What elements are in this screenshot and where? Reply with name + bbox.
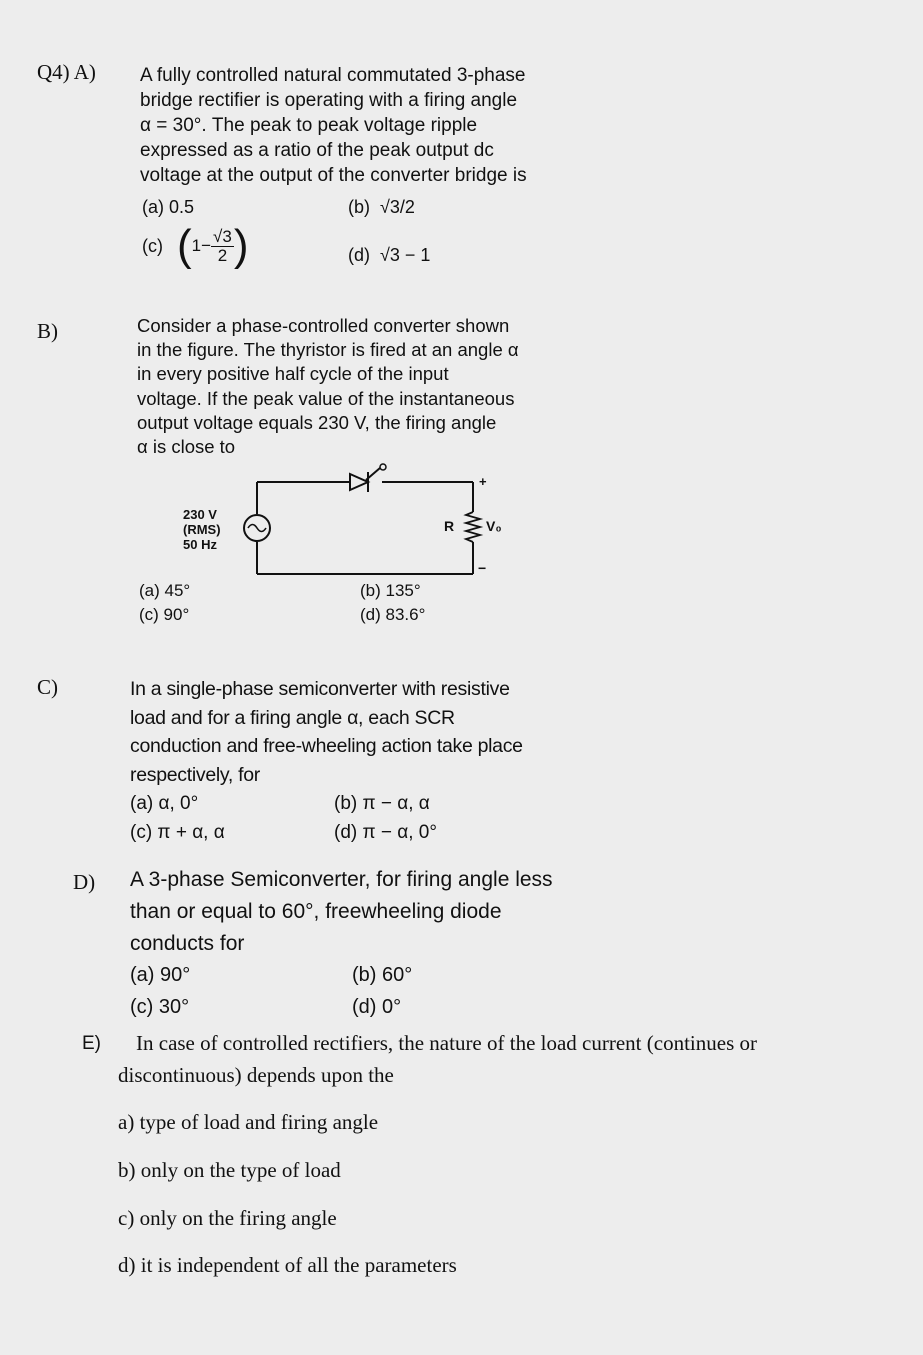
option-e-d: d) it is independent of all the parameters (118, 1253, 457, 1277)
question-label-b: B) (37, 319, 58, 343)
source-frequency: 50 Hz (183, 537, 217, 552)
option-d-c: (c) 30° (130, 996, 190, 1018)
question-a-line: α = 30°. The peak to peak voltage ripple (140, 115, 478, 136)
option-c-c: (c) π + α, α (130, 822, 225, 843)
minus-terminal: − (478, 560, 487, 576)
thyristor-icon (350, 464, 386, 492)
question-d-line: conducts for (130, 932, 245, 955)
option-b-a: (a) 45° (139, 581, 191, 600)
question-b-line: α is close to (137, 436, 236, 458)
question-a-line: bridge rectifier is operating with a firing angle (140, 90, 518, 111)
question-b-line: Consider a phase-controlled converter shown (137, 315, 510, 336)
question-b-text (137, 314, 607, 459)
question-label-c: C) (37, 675, 58, 699)
option-c-a: (a) α, 0° (130, 793, 199, 814)
math-value: √3 − 1 (380, 245, 431, 265)
option-b-d: (d) 83.6° (360, 605, 426, 624)
option-e-a: a) type of load and firing angle (118, 1110, 379, 1134)
circuit-figure (140, 462, 520, 587)
resistor-icon (466, 512, 480, 542)
question-e-line1: In case of controlled rectifiers, the nature of the load current (continues or (136, 1031, 757, 1055)
question-e-line2: discontinuous) depends upon the (118, 1063, 394, 1087)
option-e-b: b) only on the type of load (118, 1158, 341, 1182)
option-c-d: (d) π − α, 0° (334, 822, 437, 843)
question-a-line: A fully controlled natural commutated 3-phase (140, 65, 526, 86)
fraction (211, 228, 234, 265)
fraction-numerator: √3 (213, 226, 232, 246)
question-b-line: voltage. If the peak value of the instantaneous (137, 387, 515, 409)
question-b-line: in the figure. The thyristor is fired at an angle α (137, 339, 519, 361)
question-c-text (130, 675, 590, 789)
right-paren: ) (233, 221, 249, 270)
question-d-line: than or equal to 60°, freewheeling diode (130, 900, 502, 923)
fraction-denominator: 2 (217, 245, 228, 265)
option-a-c (142, 221, 249, 270)
left-paren: ( (177, 221, 192, 270)
plus-terminal: + (479, 474, 487, 489)
question-d-text (130, 864, 610, 960)
option-a-a: (a) 0.5 (142, 197, 195, 217)
question-c-line: In a single-phase semiconverter with resistive (130, 678, 510, 700)
output-voltage-label: V₀ (486, 518, 502, 534)
option-e-c: c) only on the firing angle (118, 1206, 337, 1230)
resistor-label: R (444, 518, 455, 534)
option-d-a: (a) 90° (130, 964, 191, 986)
math-one-minus: 1− (191, 236, 212, 255)
question-c-line: respectively, for (130, 763, 261, 786)
option-a-b (348, 197, 415, 218)
question-c-line: load and for a firing angle α, each SCR (130, 706, 455, 729)
option-d-d: (d) 0° (352, 996, 402, 1018)
question-b-line: in every positive half cycle of the input (137, 363, 449, 385)
math-value: √3/2 (380, 197, 415, 217)
option-a-d (348, 245, 430, 266)
option-label: (c) (142, 235, 163, 256)
option-b-c: (c) 90° (139, 605, 190, 624)
source-rms: (RMS) (183, 522, 221, 537)
option-c-b: (b) π − α, α (334, 793, 430, 814)
question-label-e: E) (82, 1033, 101, 1054)
question-a-text (140, 63, 600, 188)
question-a-line: expressed as a ratio of the peak output dc (140, 140, 494, 161)
option-d-b: (b) 60° (352, 964, 413, 986)
question-c-line: conduction and free-wheeling action take place (130, 735, 523, 757)
ac-source-icon (244, 515, 270, 541)
option-b-b: (b) 135° (360, 581, 421, 600)
question-a-line: voltage at the output of the converter bridge is (140, 165, 527, 186)
question-d-line: A 3-phase Semiconverter, for firing angle less (130, 868, 553, 891)
option-label: (d) (348, 245, 370, 265)
question-label-d: D) (73, 870, 96, 894)
source-voltage: 230 V (183, 507, 217, 522)
question-b-line: output voltage equals 230 V, the firing angle (137, 411, 497, 433)
option-label: (b) (348, 197, 370, 217)
source-label (183, 507, 221, 552)
question-label-q4a: Q4) A) (37, 60, 96, 84)
